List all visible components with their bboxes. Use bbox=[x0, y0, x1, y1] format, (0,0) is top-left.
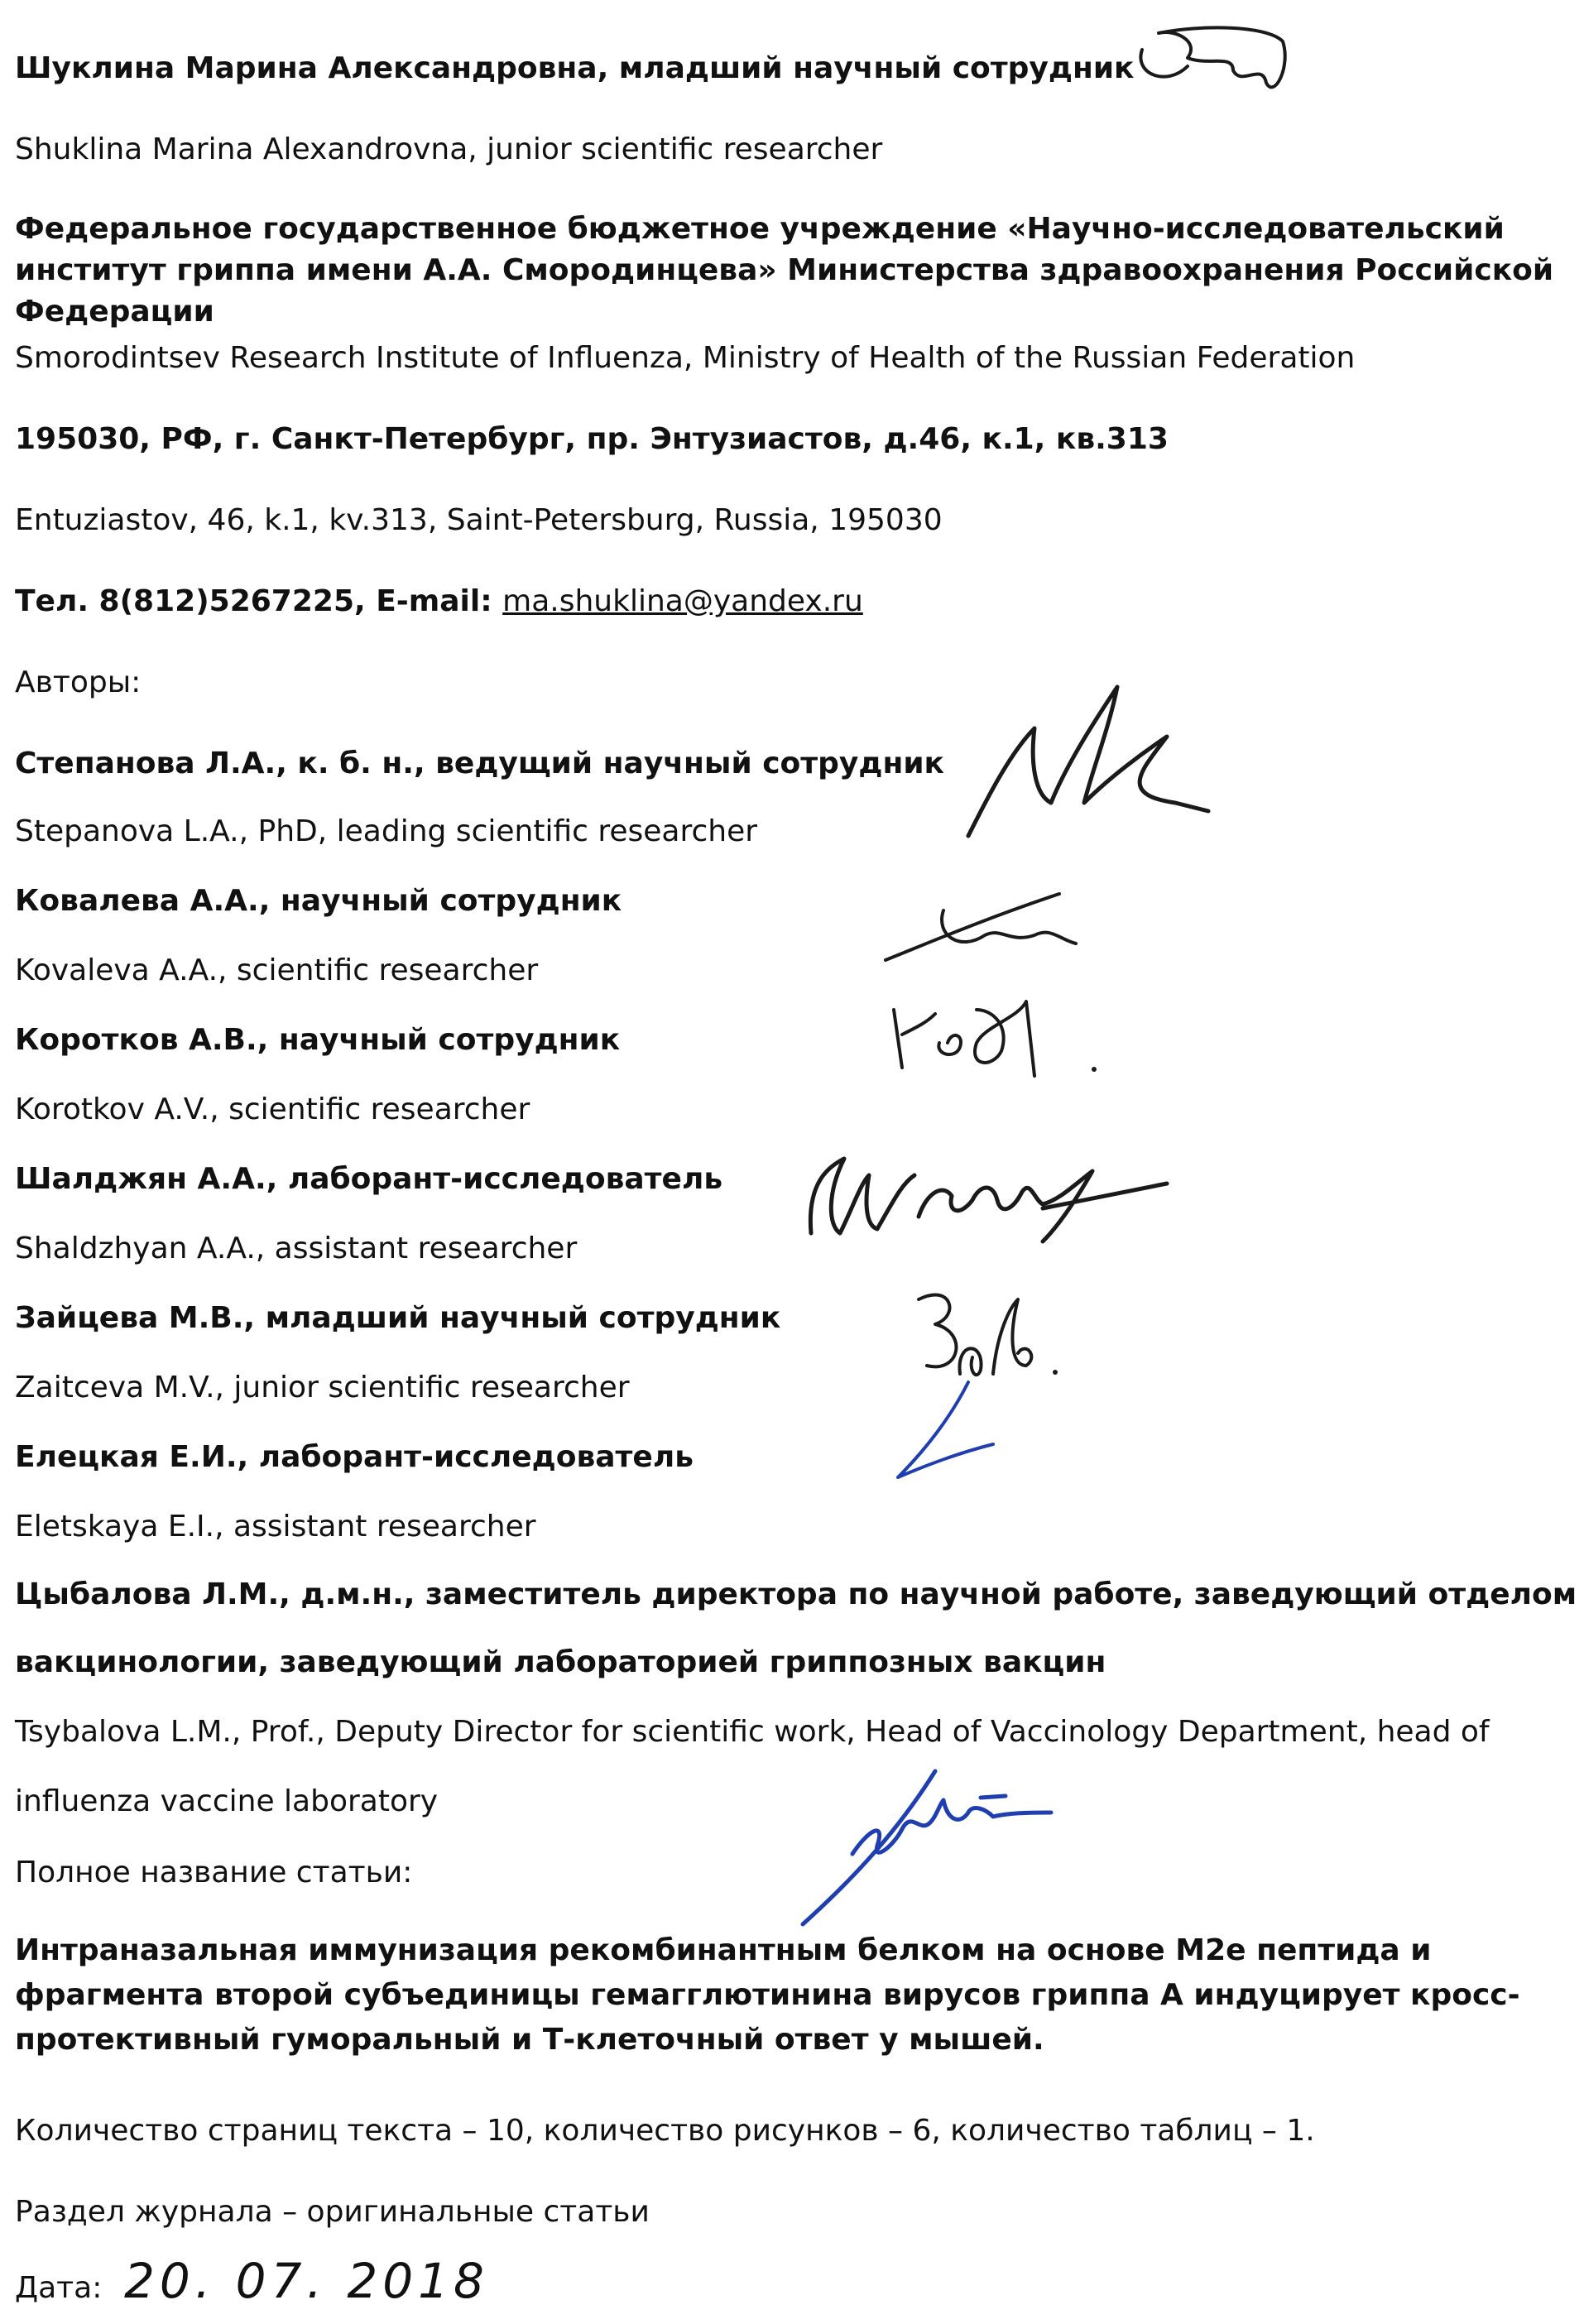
article-title: Интраназальная иммунизация рекомбинантным белком на основе M2e пептида и фрагмента второй субъединицы гемагглютинина вирусов гриппа А индуцирует кросс-протективный гуморальный и Т-клеточный ответ у мышей. bbox=[15, 1933, 1520, 2057]
address-ru: 195030, РФ, г. Санкт-Петербург, пр. Энтузиастов, д.46, к.1, кв.313 bbox=[15, 422, 1169, 456]
last-author-en-line2: influenza vaccine laboratory bbox=[15, 1784, 439, 1818]
author-en: Korotkov A.V., scientific researcher bbox=[15, 1092, 530, 1126]
phone-email-line bbox=[15, 581, 863, 622]
last-author-ru-line2: вакцинологии, заведующий лабораторией гриппозных вакцин bbox=[15, 1645, 1106, 1679]
counts-line: Количество страниц текста – 10, количество рисунков – 6, количество таблиц – 1. bbox=[15, 2114, 1315, 2148]
email-link[interactable]: ma.shuklina@yandex.ru bbox=[502, 584, 863, 618]
journal-section: Раздел журнала – оригинальные статьи bbox=[15, 2195, 650, 2229]
signature-stepanova bbox=[952, 662, 1217, 852]
author-en: Shaldzhyan A.A., assistant researcher bbox=[15, 1232, 578, 1265]
author-ru: Коротков А.В., научный сотрудник bbox=[15, 1023, 621, 1057]
author-ru: Елецкая Е.И., лаборант-исследователь bbox=[15, 1440, 694, 1474]
author-ru: Ковалева А.А., научный сотрудник bbox=[15, 884, 622, 918]
phone-label: Тел. 8(812)5267225, E-mail: bbox=[15, 584, 503, 618]
handwritten-date: 20. 07. 2018 bbox=[124, 2253, 489, 2309]
authors-heading: Авторы: bbox=[15, 665, 142, 699]
organization-ru: Федеральное государственное бюджетное учреждение «Научно-исследовательский институт гриппа имени А.А. Смородинцева» Министерства здравоохранения Российской Федерации bbox=[15, 212, 1554, 329]
title-heading: Полное название статьи: bbox=[15, 1856, 413, 1889]
organization-en: Smorodintsev Research Institute of Influenza, Ministry of Health of the Russian Federation bbox=[15, 341, 1356, 375]
author-ru: Зайцева М.В., младший научный сотрудник bbox=[15, 1301, 781, 1335]
signature-kovaleva bbox=[877, 877, 1084, 977]
signature-tsybalova bbox=[794, 1746, 1059, 1937]
signature-eletskaya bbox=[877, 1366, 1043, 1490]
author-en: Kovaleva A.A., scientific researcher bbox=[15, 953, 539, 987]
contact-name-en: Shuklina Marina Alexandrovna, junior scientific researcher bbox=[15, 132, 883, 166]
author-ru: Шалджян А.А., лаборант-исследователь bbox=[15, 1162, 723, 1196]
last-author-en-line1: Tsybalova L.M., Prof., Deputy Director for scientific work, Head of Vaccinology Department, head of bbox=[15, 1715, 1490, 1749]
signature-korotkov bbox=[877, 977, 1109, 1092]
signature-shuklina bbox=[1109, 8, 1308, 124]
contact-name-ru: Шуклина Марина Александровна, младший научный сотрудник bbox=[15, 51, 1135, 85]
date-label: Дата: bbox=[15, 2271, 103, 2305]
author-en: Stepanova L.A., PhD, leading scientific researcher bbox=[15, 814, 758, 848]
author-en: Zaitceva M.V., junior scientific researcher bbox=[15, 1371, 630, 1404]
last-author-ru-line1: Цыбалова Л.М., д.м.н., заместитель директора по научной работе, заведующий отделом bbox=[15, 1577, 1577, 1611]
address-en: Entuziastov, 46, k.1, kv.313, Saint-Petersburg, Russia, 195030 bbox=[15, 503, 943, 537]
author-ru: Степанова Л.А., к. б. н., ведущий научный сотрудник bbox=[15, 747, 944, 780]
author-en: Eletskaya E.I., assistant researcher bbox=[15, 1510, 536, 1544]
signature-shaldzhyan bbox=[794, 1134, 1175, 1258]
